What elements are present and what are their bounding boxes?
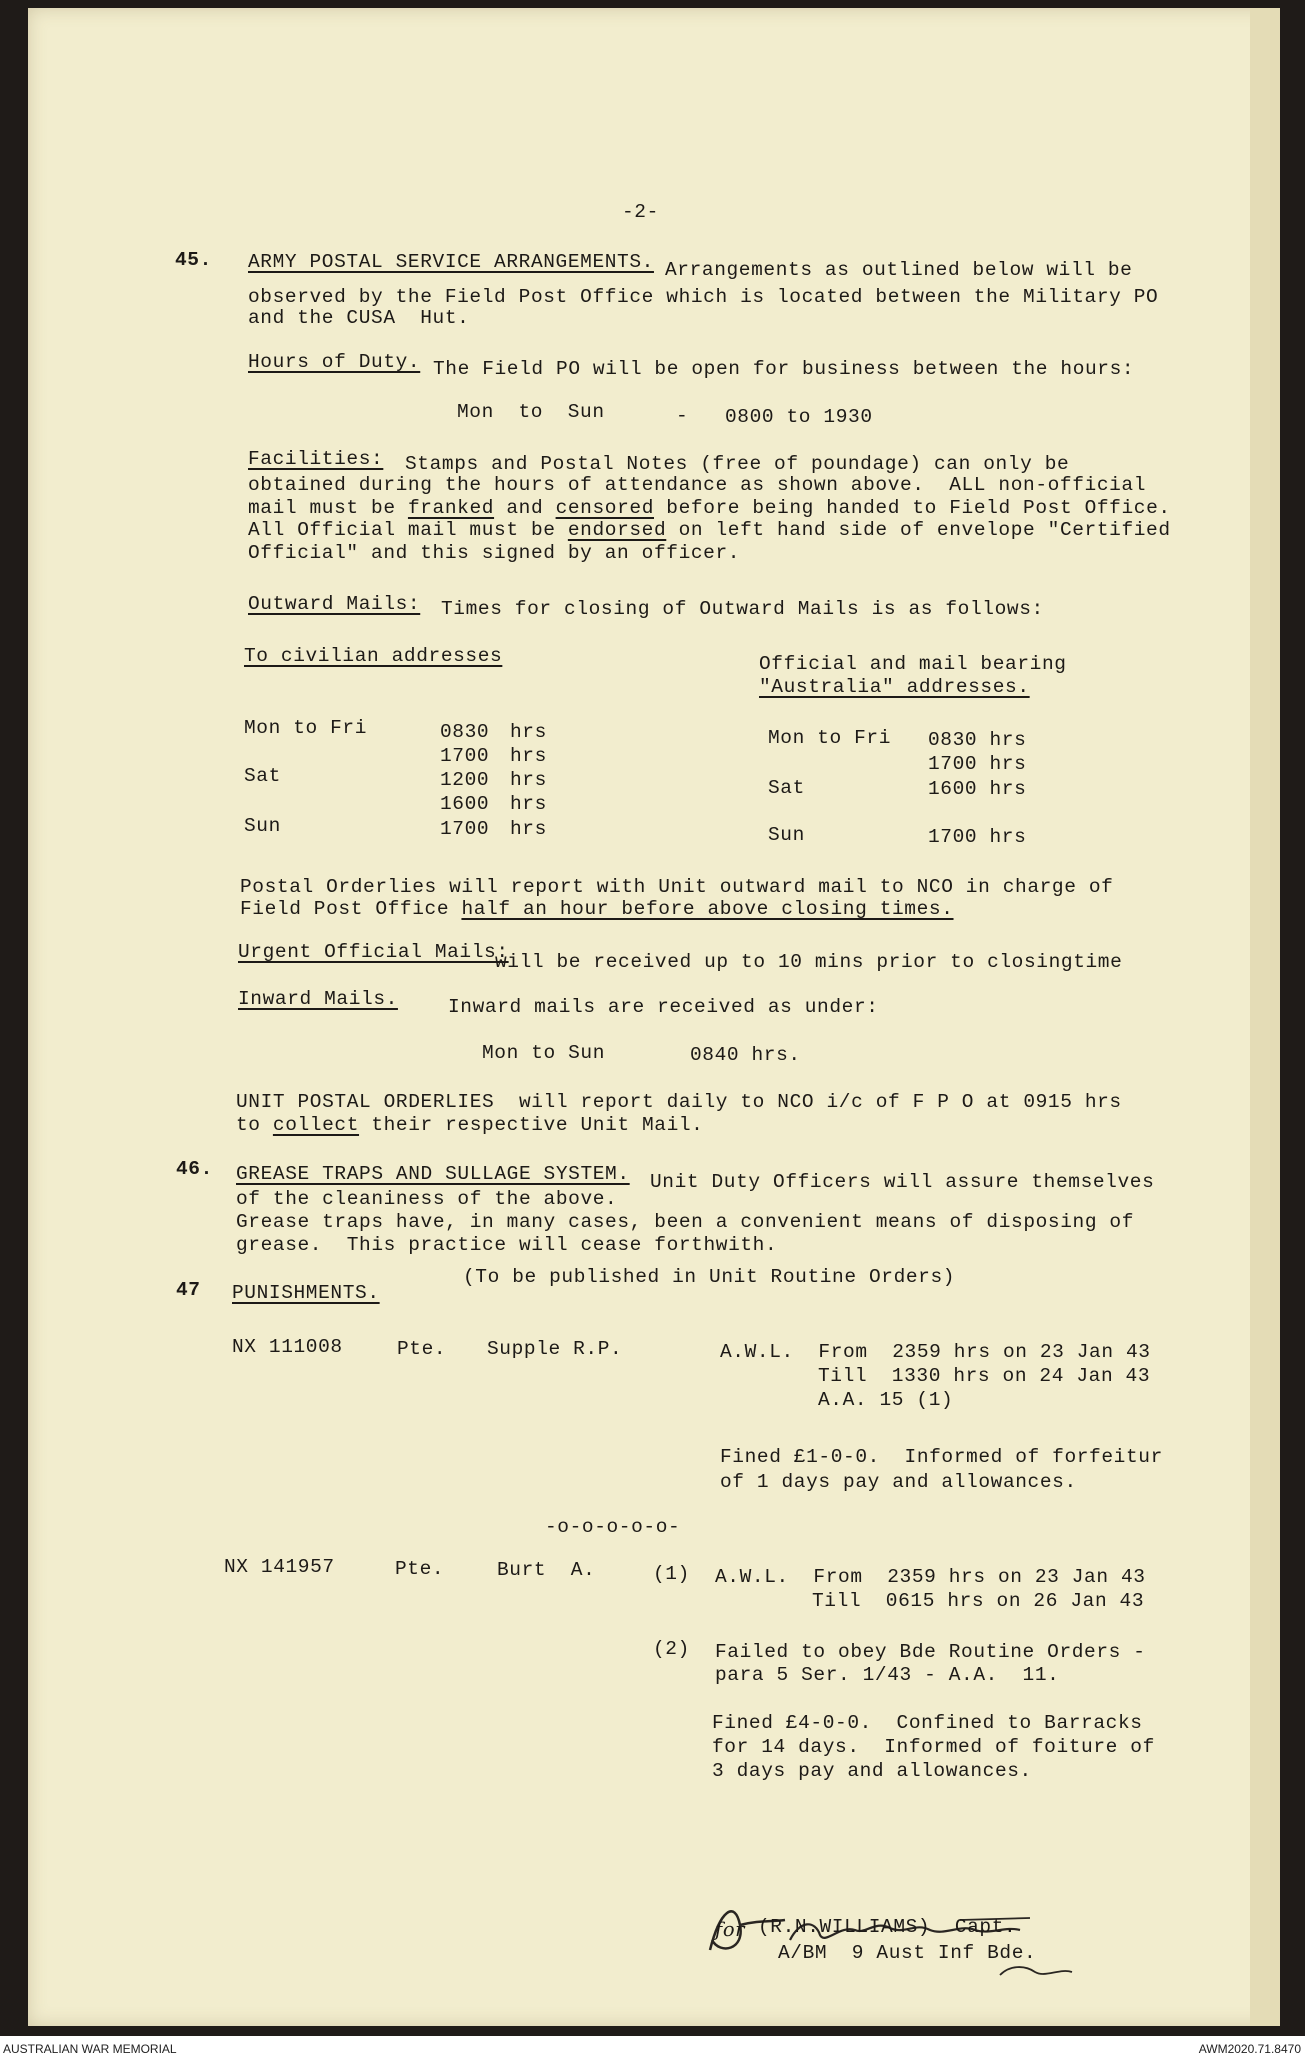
facilities-text: Stamps and Postal Notes (free of poundage) can only be [405, 453, 1070, 475]
section-45-intro: and the CUSA Hut. [248, 307, 470, 329]
inward-mails-text: Inward mails are received as under: [448, 996, 879, 1018]
official-time: 1700 hrs [928, 826, 1027, 848]
section-46-heading: GREASE TRAPS AND SULLAGE SYSTEM. [236, 1163, 630, 1185]
charge-text: Till 1330 hrs on 24 Jan 43 [818, 1365, 1151, 1387]
soldier-name: Supple R.P. [487, 1338, 623, 1360]
signatory-name: (R.N.WILLIAMS) Capt. [758, 1916, 1017, 1938]
fine-text: 3 days pay and allowances. [712, 1760, 1032, 1782]
civilian-heading: To civilian addresses [244, 645, 503, 667]
facilities-text-part: on left hand side of envelope "Certified [666, 519, 1171, 541]
censored-text: censored [555, 497, 654, 519]
orderlies-text: Postal Orderlies will report with Unit outward mail to NCO in charge of [240, 876, 1114, 898]
orderlies-text-part: Field Post Office [240, 898, 462, 920]
facilities-text-part: and [494, 497, 556, 519]
charge-text: A.A. 15 (1) [818, 1389, 954, 1411]
closing-times-text: half an hour before above closing times. [461, 898, 954, 920]
unit-orderlies-text: UNIT POSTAL ORDERLIES will report daily to NCO i/c of F P O at 0915 hrs [236, 1091, 1122, 1113]
hours-days: Mon to Sun [457, 401, 605, 423]
endorsed-text: endorsed [567, 519, 667, 541]
charge-text: A.W.L. From 2359 hrs on 23 Jan 43 [715, 1566, 1146, 1588]
civ-day: Sun [244, 815, 281, 837]
archive-footer [0, 2036, 1305, 2061]
section-45-number: 45. [175, 249, 212, 271]
separator: -o-o-o-o-o- [545, 1516, 681, 1538]
soldier-name: Burt A. [497, 1559, 596, 1581]
section-46-text: Unit Duty Officers will assure themselves [650, 1171, 1155, 1193]
official-day: Sun [768, 824, 805, 846]
fine-text: for 14 days. Informed of foiture of [712, 1736, 1155, 1758]
signatory-title: A/BM 9 Aust Inf Bde. [778, 1942, 1037, 1964]
civ-unit: hrs [510, 769, 547, 791]
civ-day: Mon to Fri [244, 717, 368, 739]
facilities-text: Official" and this signed by an officer. [248, 542, 741, 564]
section-46-number: 46. [176, 1158, 213, 1180]
section-45-heading: ARMY POSTAL SERVICE ARRANGEMENTS. [248, 251, 654, 273]
outward-mails-text: Times for closing of Outward Mails is as follows: [441, 598, 1044, 620]
charge-text: Failed to obey Bde Routine Orders - [715, 1641, 1146, 1663]
signature-for: for [715, 1918, 746, 1941]
official-time: 1700 hrs [928, 753, 1027, 775]
facilities-text: obtained during the hours of attendance as shown above. ALL non-official [248, 474, 1147, 496]
paper-edge [1250, 8, 1280, 2026]
section-47-number: 47 [176, 1279, 201, 1301]
unit-orderlies-part: to [236, 1114, 273, 1136]
fine-text: of 1 days pay and allowances. [720, 1471, 1077, 1493]
hours-dash: - [676, 405, 689, 427]
section-47-heading: PUNISHMENTS. [232, 1282, 380, 1304]
civ-time: 1700 [440, 745, 490, 767]
section-46-text: Grease traps have, in many cases, been a convenient means of disposing of [236, 1211, 1135, 1233]
official-day: Mon to Fri [768, 727, 892, 749]
civ-unit: hrs [510, 818, 547, 840]
rank: Pte. [397, 1338, 447, 1360]
service-number: NX 111008 [232, 1336, 343, 1358]
footer-left: AUSTRALIAN WAR MEMORIAL [3, 2042, 177, 2056]
civ-time: 1600 [440, 793, 490, 815]
collect-text: collect [272, 1114, 360, 1136]
rank: Pte. [395, 1558, 445, 1580]
fine-text: Fined £4-0-0. Confined to Barracks [712, 1712, 1143, 1734]
footer-right: AWM2020.71.8470 [1198, 2042, 1301, 2056]
civ-unit: hrs [510, 721, 547, 743]
unit-orderlies-part: their respective Unit Mail. [359, 1114, 704, 1136]
charge-text: A.W.L. From 2359 hrs on 23 Jan 43 [720, 1341, 1151, 1363]
civ-time: 1200 [440, 769, 490, 791]
facilities-text [248, 496, 1171, 520]
inward-days: Mon to Sun [482, 1042, 606, 1064]
official-time: 1600 hrs [928, 778, 1027, 800]
inward-time: 0840 hrs. [690, 1044, 801, 1066]
franked-text: franked [407, 497, 495, 519]
civ-time: 1700 [440, 818, 490, 840]
hours-times: 0800 to 1930 [725, 406, 873, 428]
civ-day: Sat [244, 765, 281, 787]
orderlies-text [240, 897, 954, 921]
facilities-text-part: mail must be [248, 497, 408, 519]
outward-mails-label: Outward Mails: [248, 593, 421, 615]
facilities-label: Facilities: [248, 448, 384, 470]
official-heading: Official and mail bearing [759, 653, 1067, 675]
charge-text: Till 0615 hrs on 26 Jan 43 [812, 1590, 1145, 1612]
section-46-text: grease. This practice will cease forthwith. [236, 1234, 778, 1256]
hours-of-duty-text: The Field PO will be open for business between the hours: [433, 358, 1135, 380]
facilities-text [248, 518, 1171, 542]
section-46-note: (To be published in Unit Routine Orders) [463, 1266, 956, 1288]
civ-time: 0830 [440, 721, 490, 743]
section-46-text: of the cleaniness of the above. [236, 1188, 618, 1210]
charge-number: (1) [653, 1563, 690, 1585]
page-number: -2- [622, 201, 659, 223]
charge-text: para 5 Ser. 1/43 - A.A. 11. [715, 1664, 1060, 1686]
facilities-text-part: All Official mail must be [248, 519, 568, 541]
inward-mails-label: Inward Mails. [238, 988, 398, 1010]
official-time: 0830 hrs [928, 729, 1027, 751]
hours-of-duty-label: Hours of Duty. [248, 351, 421, 373]
section-45-intro: observed by the Field Post Office which is located between the Military PO [248, 286, 1159, 308]
official-day: Sat [768, 777, 805, 799]
service-number: NX 141957 [224, 1556, 335, 1578]
fine-text: Fined £1-0-0. Informed of forfeitur [720, 1446, 1163, 1468]
urgent-mails-text: will be received up to 10 mins prior to closingtime [495, 951, 1123, 973]
unit-orderlies-text [236, 1113, 703, 1137]
official-heading: "Australia" addresses. [759, 676, 1030, 698]
urgent-mails-label: Urgent Official Mails: [238, 941, 509, 963]
section-45-intro: Arrangements as outlined below will be [665, 259, 1133, 281]
civ-unit: hrs [510, 745, 547, 767]
facilities-text-part: before being handed to Field Post Office. [654, 497, 1171, 519]
civ-unit: hrs [510, 793, 547, 815]
charge-number: (2) [653, 1638, 690, 1660]
